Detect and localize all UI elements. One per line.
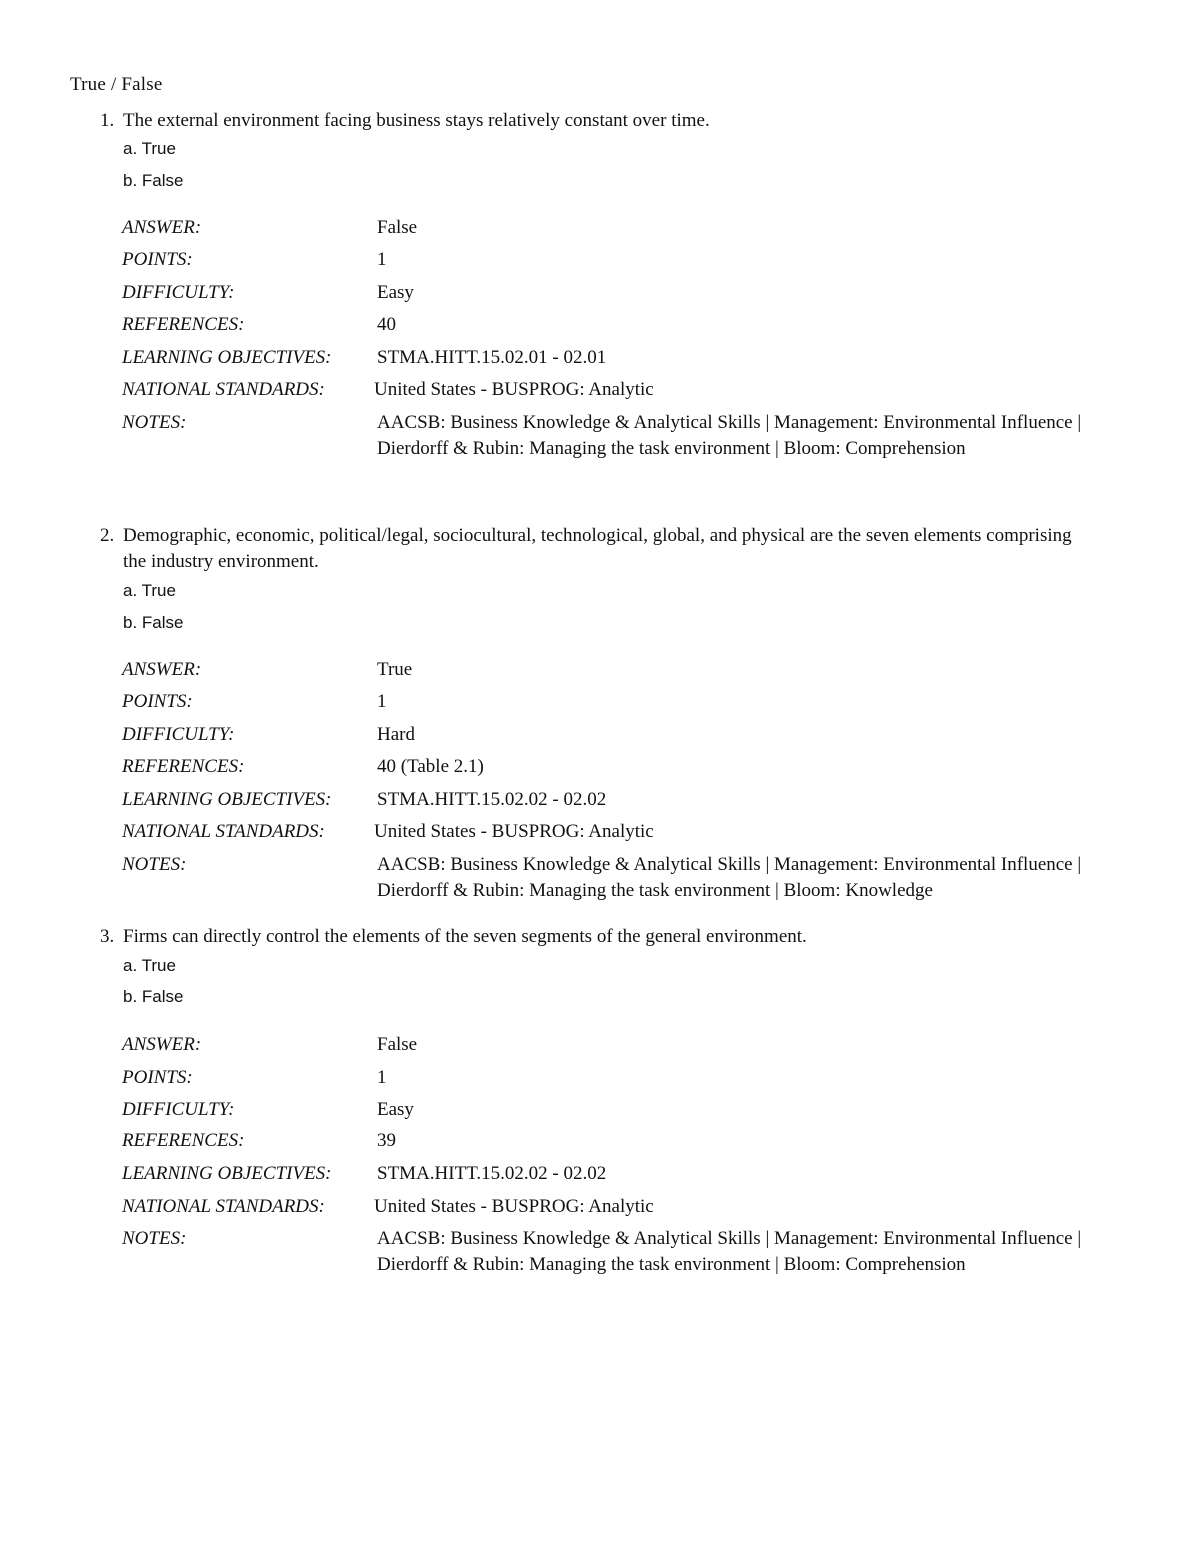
- answer-label: ANSWER:: [122, 217, 202, 238]
- notes-label: NOTES:: [122, 1228, 187, 1249]
- national-standards-label: NATIONAL STANDARDS:: [122, 1196, 325, 1217]
- question-number: 2.: [100, 525, 115, 546]
- notes-value: AACSB: Business Knowledge & Analytical Skills | Management: Environmental Influence | Dierdorff & Rubin: Managing the task environment | Bloom: Comprehension: [377, 1228, 1082, 1275]
- references-label: REFERENCES:: [122, 756, 245, 777]
- references-value: 39: [377, 1130, 396, 1151]
- answer-value: True: [377, 659, 413, 680]
- option-a: a. True: [123, 581, 176, 600]
- learning-objectives-label: LEARNING OBJECTIVES:: [122, 347, 332, 368]
- points-value: 1: [377, 1067, 387, 1088]
- national-standards-value: United States - BUSPROG: Analytic: [374, 821, 654, 842]
- learning-objectives-label: LEARNING OBJECTIVES:: [122, 789, 332, 810]
- difficulty-value: Hard: [377, 724, 415, 745]
- national-standards-value: United States - BUSPROG: Analytic: [374, 379, 654, 400]
- option-a: a. True: [123, 956, 176, 975]
- section-title: True / False: [70, 74, 163, 95]
- notes-value: AACSB: Business Knowledge & Analytical Skills | Management: Environmental Influence | Dierdorff & Rubin: Managing the task environment | Bloom: Comprehension: [377, 412, 1082, 459]
- references-value: 40: [377, 314, 396, 335]
- national-standards-value: United States - BUSPROG: Analytic: [374, 1196, 654, 1217]
- national-standards-label: NATIONAL STANDARDS:: [122, 379, 325, 400]
- difficulty-label: DIFFICULTY:: [122, 282, 235, 303]
- learning-objectives-value: STMA.HITT.15.02.01 - 02.01: [377, 347, 607, 368]
- difficulty-label: DIFFICULTY:: [122, 1099, 235, 1120]
- answer-value: False: [377, 1034, 418, 1055]
- learning-objectives-value: STMA.HITT.15.02.02 - 02.02: [377, 1163, 607, 1184]
- references-label: REFERENCES:: [122, 314, 245, 335]
- references-label: REFERENCES:: [122, 1130, 245, 1151]
- references-value: 40 (Table 2.1): [377, 756, 484, 777]
- notes-value: AACSB: Business Knowledge & Analytical Skills | Management: Environmental Influence | Dierdorff & Rubin: Managing the task environment | Bloom: Knowledge: [377, 854, 1082, 901]
- option-b: b. False: [123, 171, 184, 190]
- notes-label: NOTES:: [122, 412, 187, 433]
- national-standards-label: NATIONAL STANDARDS:: [122, 821, 325, 842]
- question-text: The external environment facing business stays relatively constant over time.: [123, 110, 710, 131]
- question-number: 3.: [100, 926, 115, 947]
- answer-value: False: [377, 217, 418, 238]
- points-label: POINTS:: [122, 1067, 193, 1088]
- question-text: Demographic, economic, political/legal, sociocultural, technological, global, and physical are the seven elements comprising the industry environment.: [123, 525, 1072, 572]
- points-value: 1: [377, 249, 387, 270]
- question-number: 1.: [100, 110, 115, 131]
- answer-label: ANSWER:: [122, 659, 202, 680]
- notes-label: NOTES:: [122, 854, 187, 875]
- question-text: Firms can directly control the elements of the seven segments of the general environment.: [123, 926, 807, 947]
- points-label: POINTS:: [122, 249, 193, 270]
- points-value: 1: [377, 691, 387, 712]
- option-a: a. True: [123, 139, 176, 158]
- learning-objectives-value: STMA.HITT.15.02.02 - 02.02: [377, 789, 607, 810]
- difficulty-value: Easy: [377, 1099, 414, 1120]
- answer-label: ANSWER:: [122, 1034, 202, 1055]
- points-label: POINTS:: [122, 691, 193, 712]
- learning-objectives-label: LEARNING OBJECTIVES:: [122, 1163, 332, 1184]
- difficulty-value: Easy: [377, 282, 414, 303]
- difficulty-label: DIFFICULTY:: [122, 724, 235, 745]
- option-b: b. False: [123, 613, 184, 632]
- option-b: b. False: [123, 987, 184, 1006]
